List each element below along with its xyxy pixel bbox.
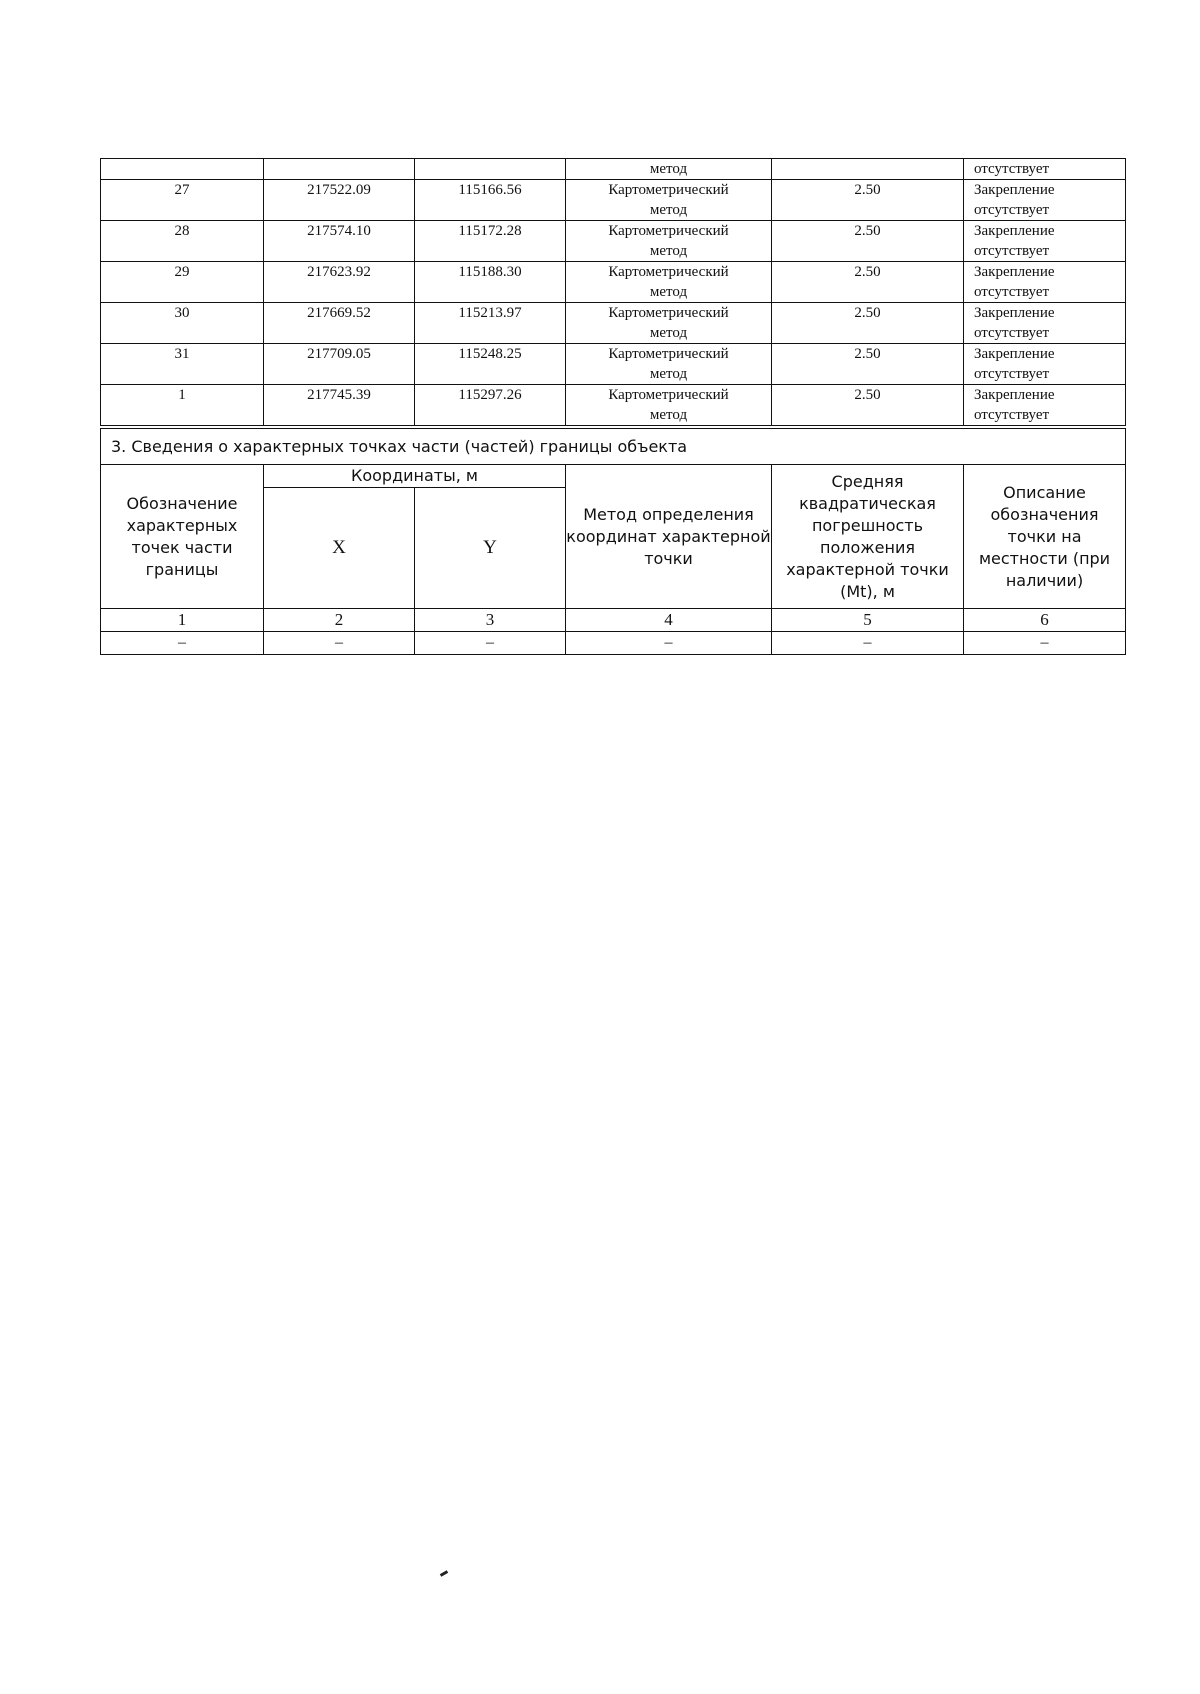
cell-error: 2.50 — [772, 221, 964, 262]
cell-error — [772, 159, 964, 180]
table-row — [101, 344, 1126, 385]
column-numbers-row — [101, 609, 1126, 632]
cell-x: 217574.10 — [264, 221, 415, 262]
cell-method: Картометрический метод — [566, 385, 772, 426]
cell-x: 217623.92 — [264, 262, 415, 303]
cell-method: Картометрический метод — [566, 221, 772, 262]
cell-y: 115248.25 — [415, 344, 566, 385]
empty-cell: – — [415, 632, 566, 655]
column-number: 6 — [964, 609, 1126, 632]
header-method: Метод определения координат характерной точки — [566, 465, 772, 609]
cell-description: отсутствует — [964, 159, 1126, 180]
cell-description: Закрепление отсутствует — [964, 180, 1126, 221]
cell-x: 217745.39 — [264, 385, 415, 426]
coordinates-rows — [101, 180, 1126, 426]
header-description: Описание обозначения точки на местности (при наличии) — [964, 465, 1126, 609]
table-row-continued — [101, 159, 1126, 180]
cell-method: Картометрический метод — [566, 180, 772, 221]
cell-description: Закрепление отсутствует — [964, 303, 1126, 344]
header-x: X — [264, 488, 415, 609]
table-row — [101, 385, 1126, 426]
cell-description: Закрепление отсутствует — [964, 344, 1126, 385]
table-row — [101, 262, 1126, 303]
section-title-row — [101, 429, 1126, 465]
cell-x: 217522.09 — [264, 180, 415, 221]
table-row — [101, 180, 1126, 221]
column-number: 4 — [566, 609, 772, 632]
cell-error: 2.50 — [772, 303, 964, 344]
cell-error: 2.50 — [772, 385, 964, 426]
column-number: 2 — [264, 609, 415, 632]
cell-description: Закрепление отсутствует — [964, 221, 1126, 262]
cell-method: Картометрический метод — [566, 262, 772, 303]
part-boundary-table — [100, 428, 1126, 655]
cell-description: Закрепление отсутствует — [964, 385, 1126, 426]
cell-y: 115213.97 — [415, 303, 566, 344]
pen-mark — [440, 1570, 448, 1577]
empty-cell: – — [264, 632, 415, 655]
cell-error: 2.50 — [772, 344, 964, 385]
cell-point: 31 — [101, 344, 264, 385]
cell-description: Закрепление отсутствует — [964, 262, 1126, 303]
header-designation: Обозначение характерных точек части границы — [101, 465, 264, 609]
coordinates-table — [100, 158, 1126, 426]
empty-cell: – — [964, 632, 1126, 655]
section-title: 3. Сведения о характерных точках части (частей) границы объекта — [101, 429, 1126, 465]
cell-method: Картометрический метод — [566, 303, 772, 344]
empty-cell: – — [772, 632, 964, 655]
cell-point: 28 — [101, 221, 264, 262]
cell-method: метод — [566, 159, 772, 180]
cell-point: 1 — [101, 385, 264, 426]
header-coordinates: Координаты, м — [264, 465, 566, 488]
cell-y: 115188.30 — [415, 262, 566, 303]
cell-point: 27 — [101, 180, 264, 221]
column-number: 3 — [415, 609, 566, 632]
cell-error: 2.50 — [772, 180, 964, 221]
header-y: Y — [415, 488, 566, 609]
cell-x: 217709.05 — [264, 344, 415, 385]
cell-error: 2.50 — [772, 262, 964, 303]
cell-point: 29 — [101, 262, 264, 303]
cell-y: 115172.28 — [415, 221, 566, 262]
column-number: 1 — [101, 609, 264, 632]
table-row — [101, 221, 1126, 262]
column-number: 5 — [772, 609, 964, 632]
cell-x: 217669.52 — [264, 303, 415, 344]
cell-point: 30 — [101, 303, 264, 344]
cell-x — [264, 159, 415, 180]
header-row-1 — [101, 465, 1126, 488]
table-row — [101, 303, 1126, 344]
cell-y: 115297.26 — [415, 385, 566, 426]
empty-data-row — [101, 632, 1126, 655]
cell-point — [101, 159, 264, 180]
cell-y: 115166.56 — [415, 180, 566, 221]
cell-method: Картометрический метод — [566, 344, 772, 385]
cell-y — [415, 159, 566, 180]
empty-cell: – — [101, 632, 264, 655]
empty-cell: – — [566, 632, 772, 655]
header-error: Средняя квадратическая погрешность положения характерной точки (Mt), м — [772, 465, 964, 609]
